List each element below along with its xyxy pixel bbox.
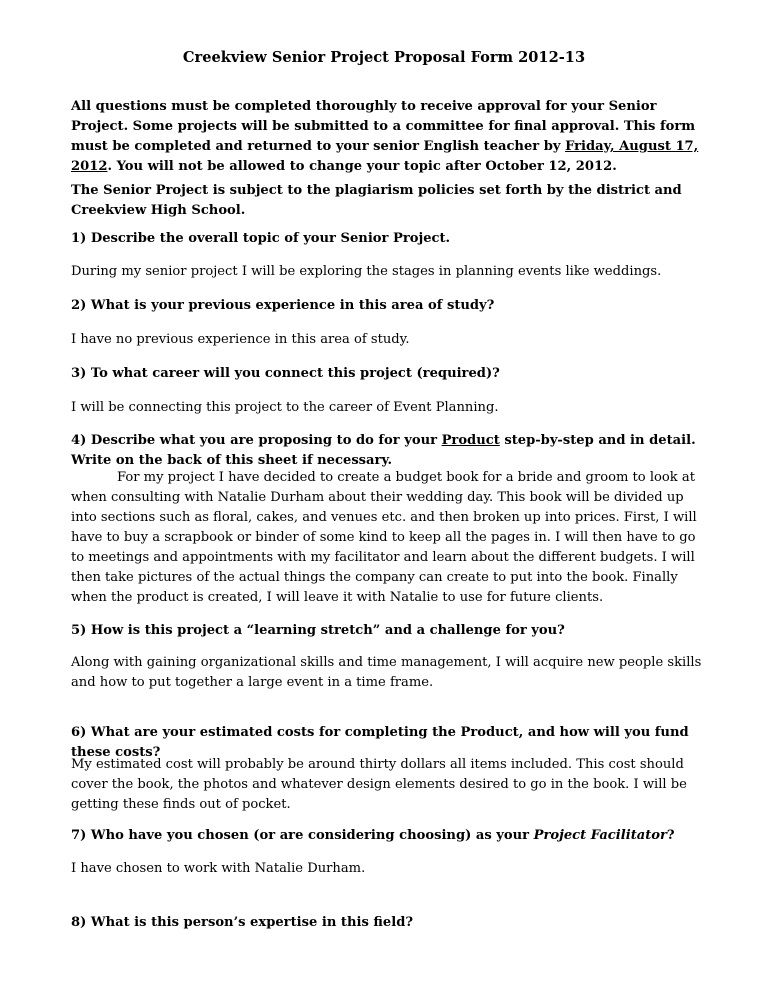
answer-3: I will be connecting this project to the career of Event Planning. xyxy=(71,400,499,415)
question-3: 3) To what career will you connect this project (required)? xyxy=(71,366,500,381)
answer-6: My estimated cost will probably be around thirty dollars all items included. This cost should cover the book, the photos and whatever design elements desired to go in the book. I will be getting these finds out of pocket. xyxy=(71,757,687,812)
question-7-facilitator-term: Project Facilitator xyxy=(533,828,667,843)
answer-7: I have chosen to work with Natalie Durham. xyxy=(71,861,366,876)
answer-2: I have no previous experience in this area of study. xyxy=(71,332,410,347)
question-1: 1) Describe the overall topic of your Senior Project. xyxy=(71,231,451,246)
question-7-text-start: 7) Who have you chosen (or are considering choosing) as your xyxy=(71,828,534,843)
intro-text-start: All questions must be completed thoroughly to receive approval for your Senior Project. Some projects will be submitted to a committee for final approval. This form must be completed and returned to your senior English teacher by xyxy=(71,99,696,154)
intro-paragraph xyxy=(71,97,711,177)
answer-4: For my project I have decided to create a budget book for a bride and groom to look at when consulting with Natalie Durham about their wedding day. This book will be divided up into sections such as floral, cakes, and venues etc. and then broken up into prices. First, I will have to buy a scrapbook or binder of some kind to keep all the pages in. I will then have to go to meetings and appointments with my facilitator and learn about the different budgets. I will then take pictures of the actual things the company can create to put into the book. Finally when the product is created, I will leave it with Natalie to use for future clients. xyxy=(71,470,697,605)
question-4-text-end: step-by-step and in detail. Write on the back of this sheet if necessary. xyxy=(71,433,696,468)
intro-text-end: . You will not be allowed to change your topic after October 12, 2012. xyxy=(107,159,617,174)
question-7-text-end: ? xyxy=(666,828,675,843)
question-2: 2) What is your previous experience in this area of study? xyxy=(71,298,495,313)
deadline-date: Friday, August 17, 2012 xyxy=(71,139,699,174)
question-8: 8) What is this person’s expertise in this field? xyxy=(71,915,414,930)
question-4 xyxy=(71,431,711,471)
question-7 xyxy=(71,826,711,846)
page-title: Creekview Senior Project Proposal Form 2012-13 xyxy=(182,49,586,66)
question-5: 5) How is this project a “learning stretch” and a challenge for you? xyxy=(71,623,565,638)
question-4-text-start: 4) Describe what you are proposing to do for your xyxy=(71,433,442,448)
answer-1: During my senior project I will be exploring the stages in planning events like weddings. xyxy=(71,264,662,279)
plagiarism-notice: The Senior Project is subject to the plagiarism policies set forth by the district and Creekview High School. xyxy=(71,183,682,218)
question-6: 6) What are your estimated costs for completing the Product, and how will you fund these costs? xyxy=(71,725,689,760)
answer-5: Along with gaining organizational skills and time management, I will acquire new people skills and how to put together a large event in a time frame. xyxy=(71,655,702,690)
question-4-product-term: Product xyxy=(441,433,500,448)
